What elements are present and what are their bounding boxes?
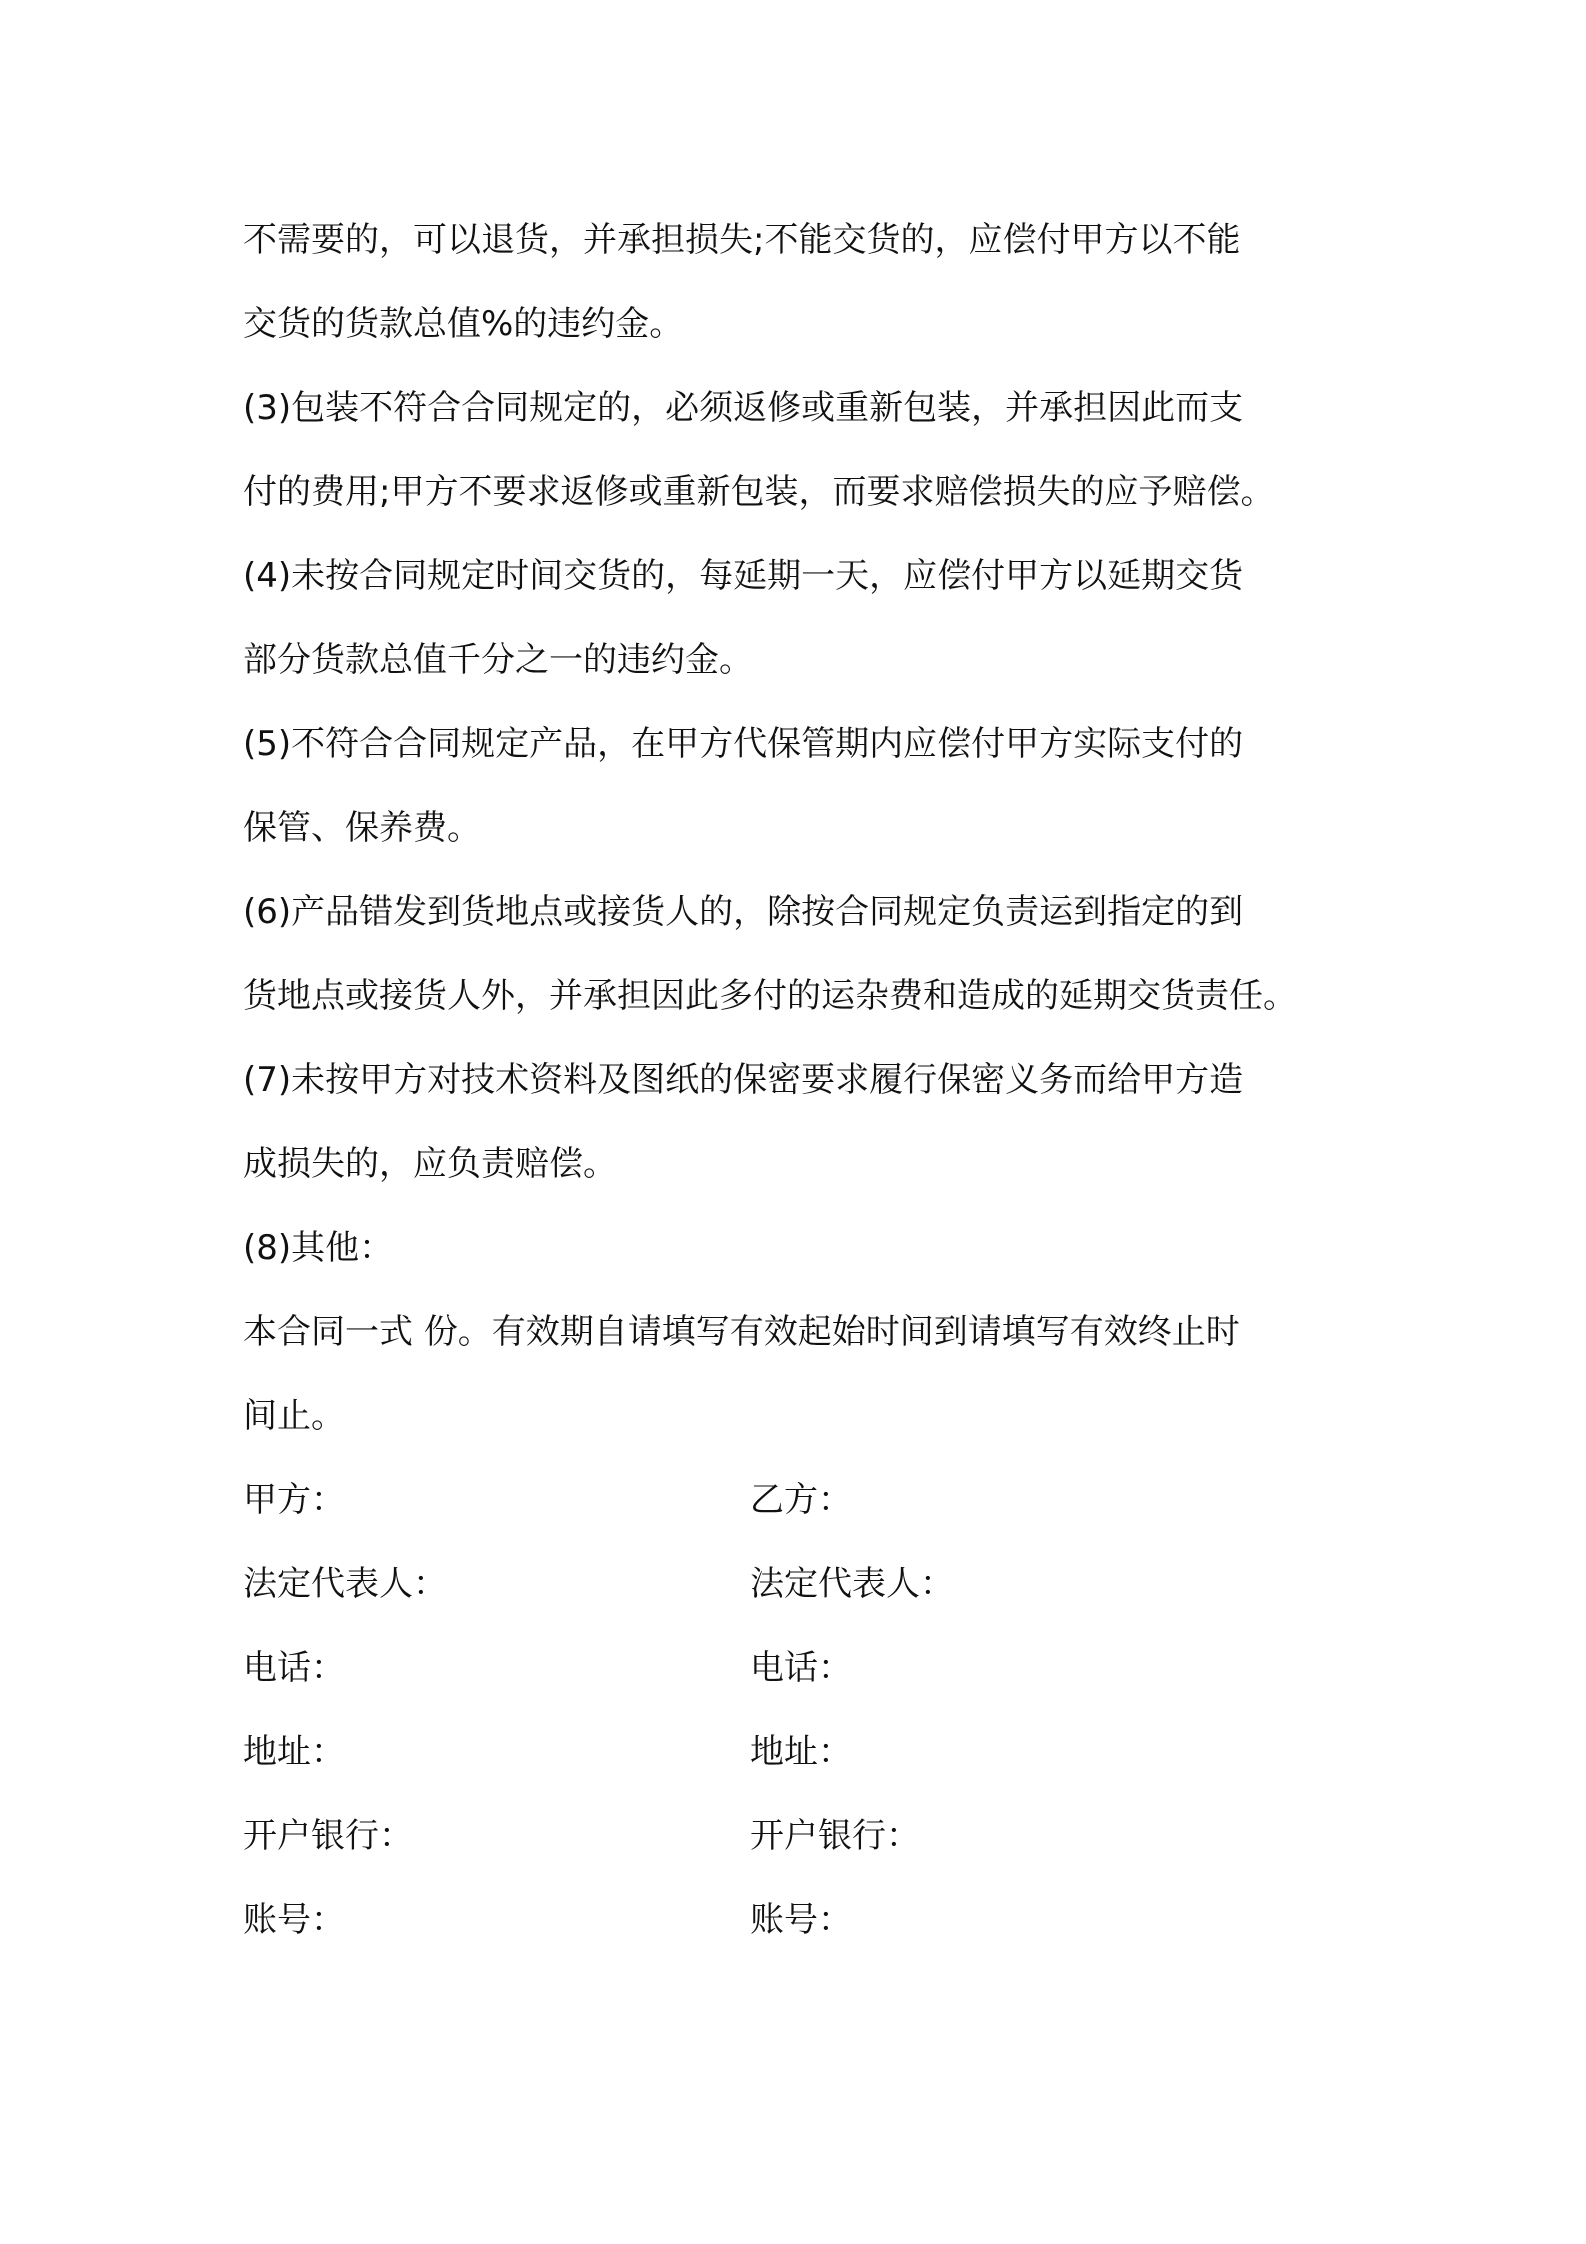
clause-6: (6)产品错发到货地点或接货人的，除按合同规定负责运到指定的到	[243, 892, 1244, 932]
party-b-representative-label: 法定代表人：	[750, 1564, 954, 1604]
signature-row-party	[243, 1458, 1363, 1542]
signature-row-phone	[243, 1626, 1363, 1710]
text-line: 不需要的，可以退货，并承担损失;不能交货的，应偿付甲方以不能	[243, 220, 1241, 260]
party-b-phone-label: 电话：	[750, 1648, 852, 1688]
clause-7: (7)未按甲方对技术资料及图纸的保密要求履行保密义务而给甲方造	[243, 1060, 1244, 1100]
signature-row-bank	[243, 1794, 1363, 1878]
signature-row-account	[243, 1878, 1363, 1962]
party-b-label: 乙方：	[750, 1480, 852, 1520]
clause-8: (8)其他：	[243, 1228, 394, 1268]
contract-body	[243, 198, 1363, 1458]
party-a-address-label: 地址：	[243, 1732, 345, 1772]
text-line: 部分货款总值千分之一的违约金。	[243, 640, 753, 680]
validity-statement: 本合同一式 份。有效期自请填写有效起始时间到请填写有效终止时	[243, 1312, 1240, 1352]
signature-row-representative	[243, 1542, 1363, 1626]
signature-row-address	[243, 1710, 1363, 1794]
party-a-account-label: 账号：	[243, 1900, 345, 1940]
party-a-bank-label: 开户银行：	[243, 1816, 413, 1856]
document-page	[243, 198, 1363, 1962]
party-a-label: 甲方：	[243, 1480, 345, 1520]
party-a-phone-label: 电话：	[243, 1648, 345, 1688]
clause-4: (4)未按合同规定时间交货的，每延期一天，应偿付甲方以延期交货	[243, 556, 1244, 596]
party-a-representative-label: 法定代表人：	[243, 1564, 447, 1604]
text-line: 货地点或接货人外，并承担因此多付的运杂费和造成的延期交货责任。	[243, 976, 1297, 1016]
text-line: 交货的货款总值%的违约金。	[243, 304, 684, 344]
text-line: 保管、保养费。	[243, 808, 481, 848]
party-b-address-label: 地址：	[750, 1732, 852, 1772]
party-b-bank-label: 开户银行：	[750, 1816, 920, 1856]
clause-3: (3)包装不符合合同规定的，必须返修或重新包装，并承担因此而支	[243, 388, 1244, 428]
text-line: 间止。	[243, 1396, 345, 1436]
signature-block	[243, 1458, 1363, 1962]
text-line: 成损失的，应负责赔偿。	[243, 1144, 617, 1184]
clause-5: (5)不符合合同规定产品，在甲方代保管期内应偿付甲方实际支付的	[243, 724, 1244, 764]
party-b-account-label: 账号：	[750, 1900, 852, 1940]
text-line: 付的费用;甲方不要求返修或重新包装，而要求赔偿损失的应予赔偿。	[243, 472, 1275, 512]
